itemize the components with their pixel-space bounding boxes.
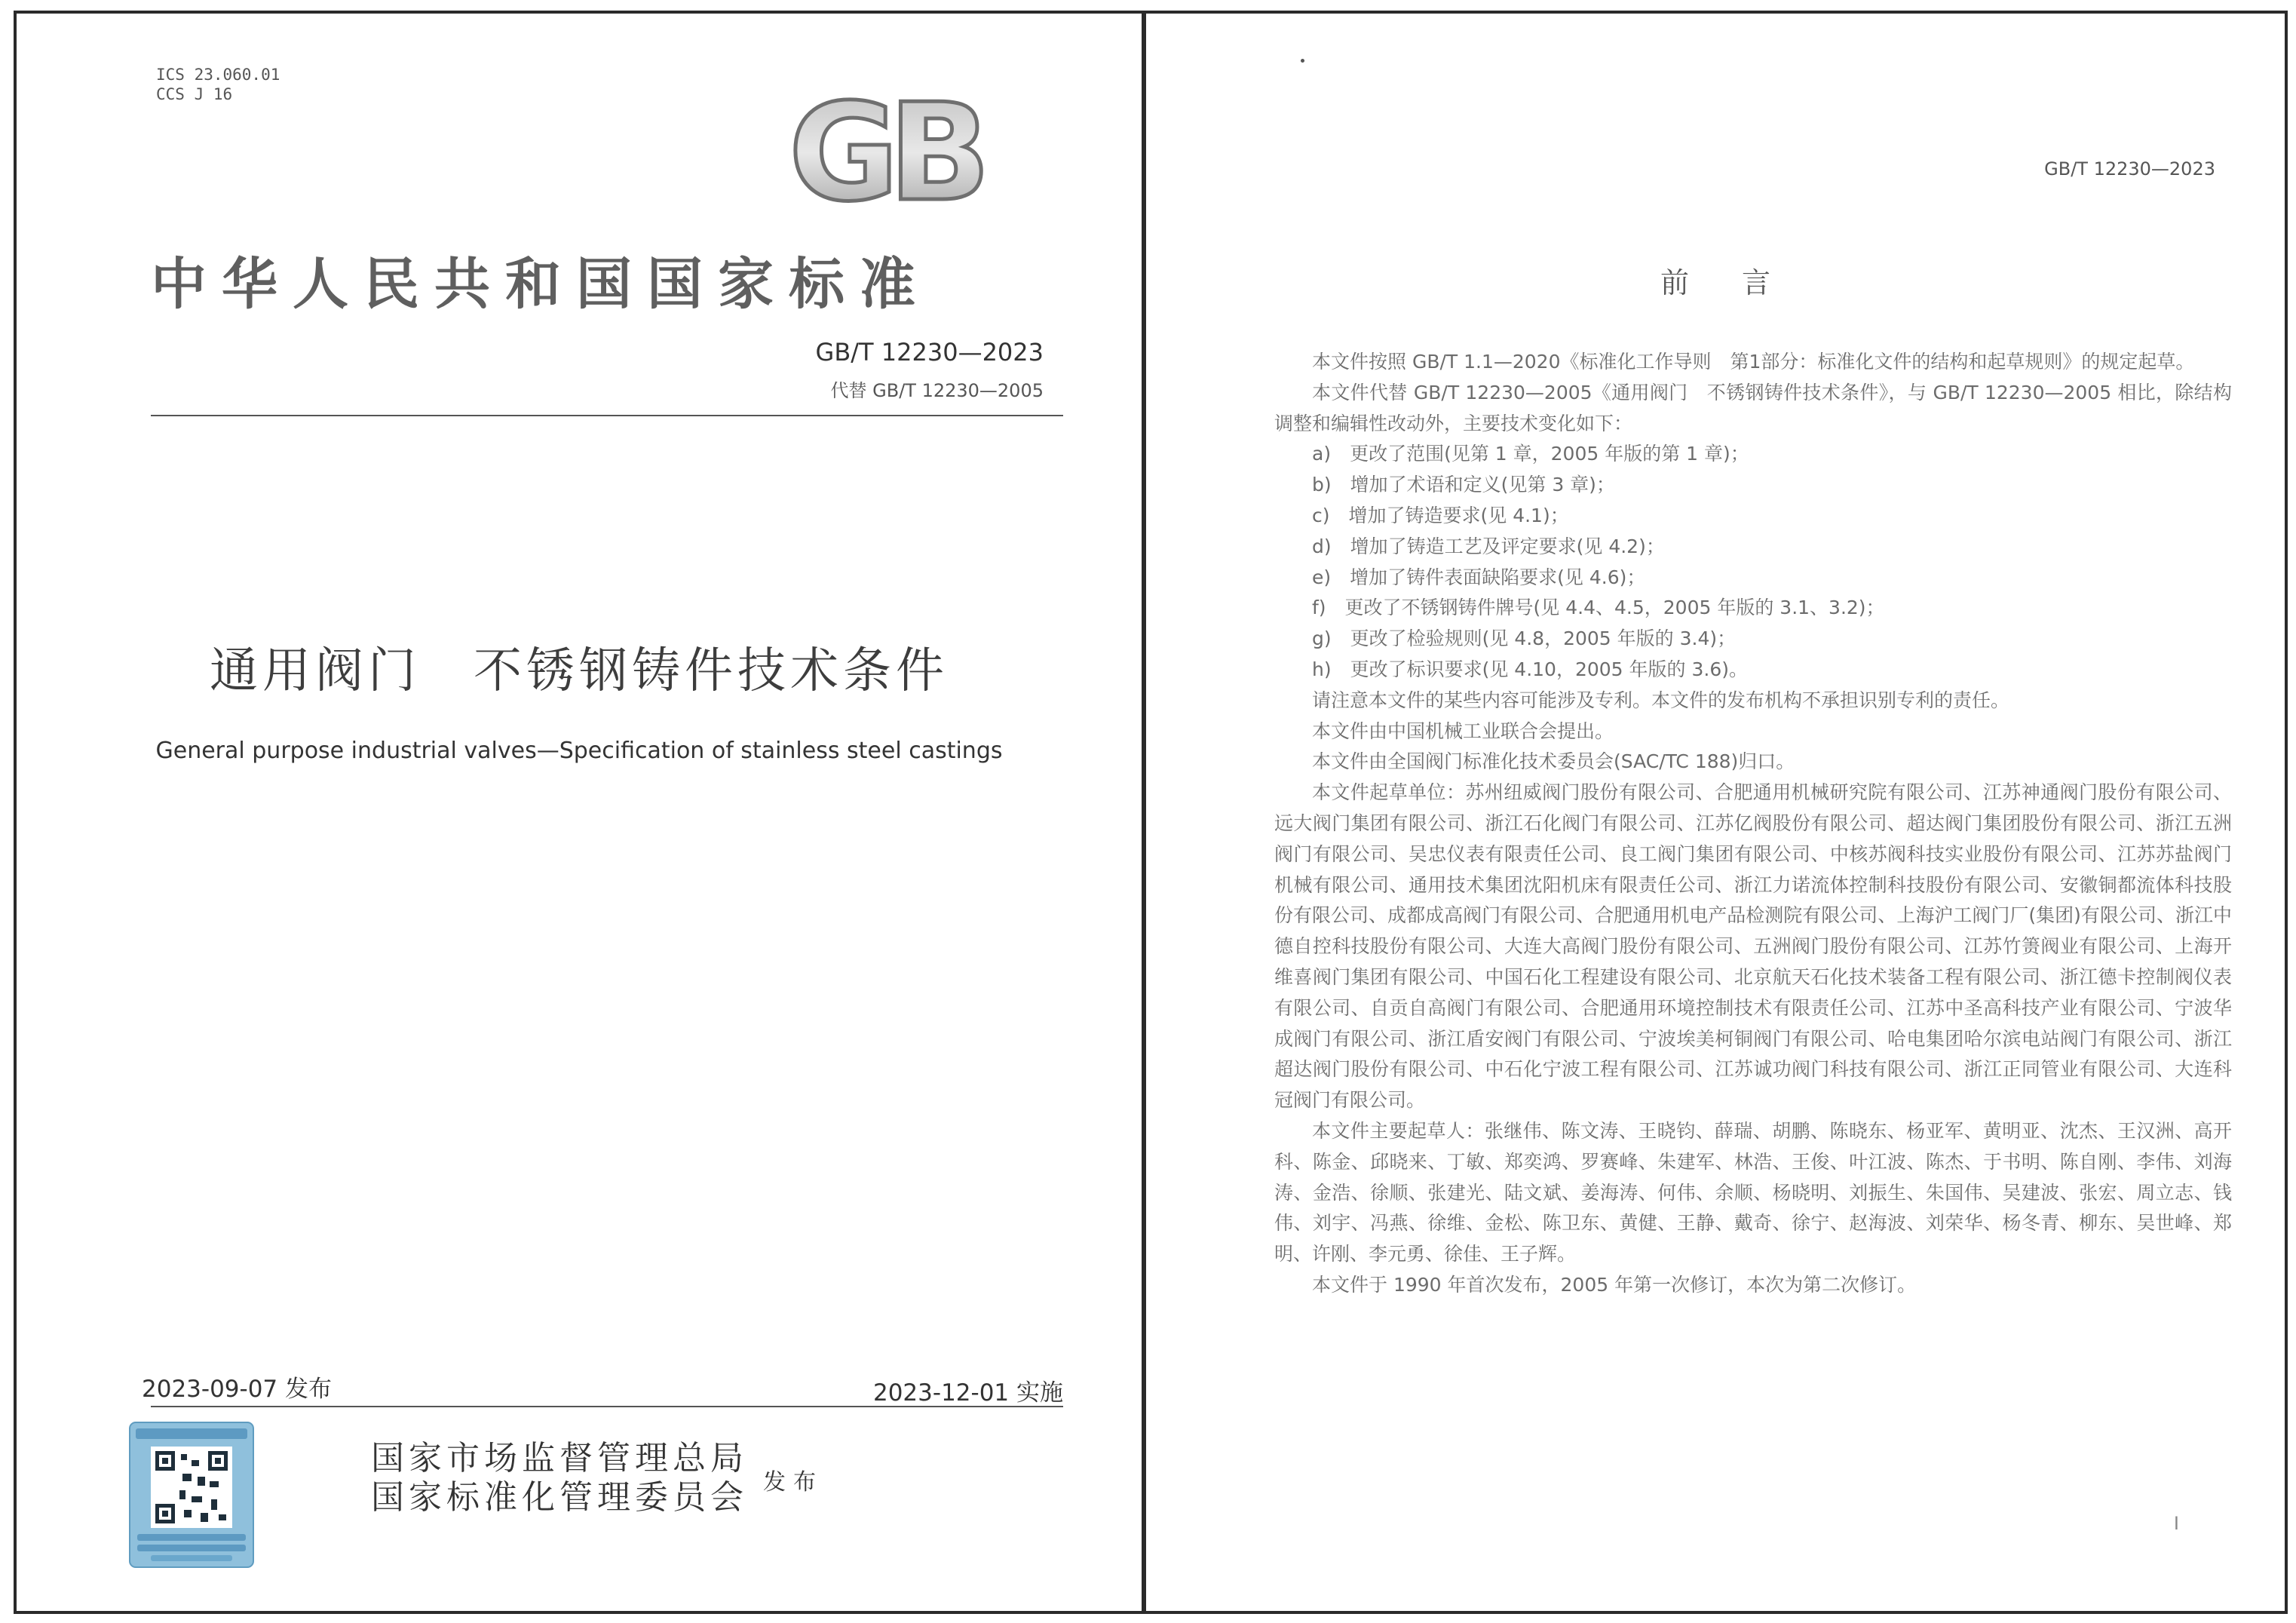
- foreword-list-item: d) 增加了铸造工艺及评定要求(见 4.2)；: [1312, 535, 1665, 557]
- foreword-list-item: h) 更改了标识要求(见 4.10，2005 年版的 3.6)。: [1312, 658, 1748, 680]
- issued-label: 发布: [763, 1469, 823, 1496]
- issuer-sac: 国家标准化管理委员会: [371, 1478, 748, 1517]
- replaces-note: 代替 GB/T 12230—2005: [830, 380, 1044, 401]
- issue-date: 2023-09-07 发布: [142, 1376, 333, 1403]
- foreword-paragraph: 本文件由全国阀门标准化技术委员会(SAC/TC 188)归口。: [1312, 750, 1795, 773]
- foreword-paragraph: 本文件按照 GB/T 1.1—2020《标准化工作导则 第1部分：标准化文件的结构和起草规则》的规定起草。: [1312, 351, 2195, 373]
- footer-divider: [151, 1406, 1063, 1407]
- foreword-paragraph: 本文件于 1990 年首次发布，2005 年第一次修订，本次为第二次修订。: [1312, 1273, 1917, 1296]
- foreword-page: [1143, 11, 2288, 1614]
- page-number: I: [2173, 1513, 2179, 1534]
- implementation-date: 2023-12-01 实施: [872, 1379, 1063, 1407]
- foreword-paragraph: 本文件代替 GB/T 12230—2005《通用阀门 不锈钢铸件技术条件》，与 GB/T 12230—2005 相比，除结构调整和编辑性改动外，主要技术变化如下：: [1274, 381, 2232, 434]
- issuer-samr: 国家市场监督管理总局: [371, 1439, 748, 1477]
- issuing-authorities: [371, 1439, 748, 1517]
- foreword-list-item: a) 更改了范围(见第 1 章，2005 年版的第 1 章)；: [1312, 443, 1749, 465]
- standard-number: GB/T 12230—2023: [815, 338, 1044, 367]
- gb-logo-text: GB: [789, 86, 980, 213]
- page-header-standard-number: GB/T 12230—2023: [2044, 158, 2215, 179]
- cover-page: [14, 11, 1145, 1614]
- foreword-list-item: e) 增加了铸件表面缺陷要求(见 4.6)；: [1312, 566, 1646, 588]
- foreword-paragraph: 本文件主要起草人：张继伟、陈文涛、王晓钧、薛瑞、胡鹏、陈晓东、杨亚军、黄明亚、沈杰、王汉洲、高开科、陈金、邱晓来、丁敏、郑奕鸿、罗赛峰、朱建军、林浩、王俊、叶江波、陈杰、于书明、陈自刚、李伟、刘海涛、金浩、徐顺、张建光、陆文斌、姜海涛、何伟、余顺、杨晓明、刘振生、朱国伟、吴建波、张宏、周立志、钱伟、刘宇、冯燕、徐维、金松、陈卫东、黄健、王静、戴奇、徐宁、赵海波、刘荣华、杨冬青、柳东、吴世峰、郑明、许刚、李元勇、徐佳、王子辉。: [1274, 1119, 2232, 1266]
- standard-title-english: General purpose industrial valves—Specification of stainless steel castings: [155, 738, 1003, 764]
- standard-title-chinese: 通用阀门 不锈钢铸件技术条件: [210, 643, 949, 699]
- gb-logo: [784, 86, 1041, 213]
- standard-type-heading: 中华人民共和国国家标准: [151, 252, 930, 317]
- foreword-paragraph: 本文件起草单位：苏州纽威阀门股份有限公司、合肥通用机械研究院有限公司、江苏神通阀门股份有限公司、远大阀门集团有限公司、浙江石化阀门有限公司、江苏亿阀股份有限公司、超达阀门集团股份有限公司、浙江五洲阀门有限公司、吴忠仪表有限责任公司、良工阀门集团有限公司、中核苏阀科技实业股份有限公司、江苏苏盐阀门机械有限公司、通用技术集团沈阳机床有限责任公司、浙江力诺流体控制科技股份有限公司、安徽铜都流体科技股份有限公司、成都成高阀门有限公司、合肥通用机电产品检测院有限公司、上海沪工阀门厂(集团)有限公司、浙江中德自控科技股份有限公司、大连大高阀门股份有限公司、五洲阀门股份有限公司、江苏竹箦阀业有限公司、上海开维喜阀门集团有限公司、中国石化工程建设有限公司、北京航天石化技术装备工程有限公司、浙江德卡控制阀仪表有限公司、自贡自高阀门有限公司、合肥通用环境控制技术有限责任公司、江苏中圣高科技产业有限公司、宁波华成阀门有限公司、浙江盾安阀门有限公司、宁波埃美柯铜阀门有限公司、哈电集团哈尔滨电站阀门有限公司、浙江超达阀门股份有限公司、中石化宁波工程有限公司、江苏诚功阀门科技有限公司、浙江正同管业有限公司、大连科冠阀门有限公司。: [1274, 781, 2232, 1112]
- ics-code: ICS 23.060.01: [156, 66, 280, 84]
- foreword-title: 前言: [1660, 266, 1823, 299]
- classification-codes: [156, 65, 280, 104]
- header-divider: [151, 415, 1063, 416]
- foreword-list-item: b) 增加了术语和定义(见第 3 章)；: [1312, 474, 1615, 496]
- foreword-list-item: g) 更改了检验规则(见 4.8，2005 年版的 3.4)；: [1312, 627, 1737, 650]
- foreword-body: [1274, 347, 2232, 1301]
- scan-speck: [1301, 59, 1304, 63]
- foreword-list-item: f) 更改了不锈钢铸件牌号(见 4.4、4.5，2005 年版的 3.1、3.2)；: [1312, 597, 1885, 619]
- ccs-code: CCS J 16: [156, 85, 233, 103]
- foreword-paragraph: 请注意本文件的某些内容可能涉及专利。本文件的发布机构不承担识别专利的责任。: [1312, 689, 2010, 711]
- anti-counterfeit-qr-label-icon: [128, 1421, 255, 1569]
- foreword-list-item: c) 增加了铸造要求(见 4.1)；: [1312, 504, 1569, 526]
- foreword-paragraph: 本文件由中国机械工业联合会提出。: [1312, 719, 1614, 742]
